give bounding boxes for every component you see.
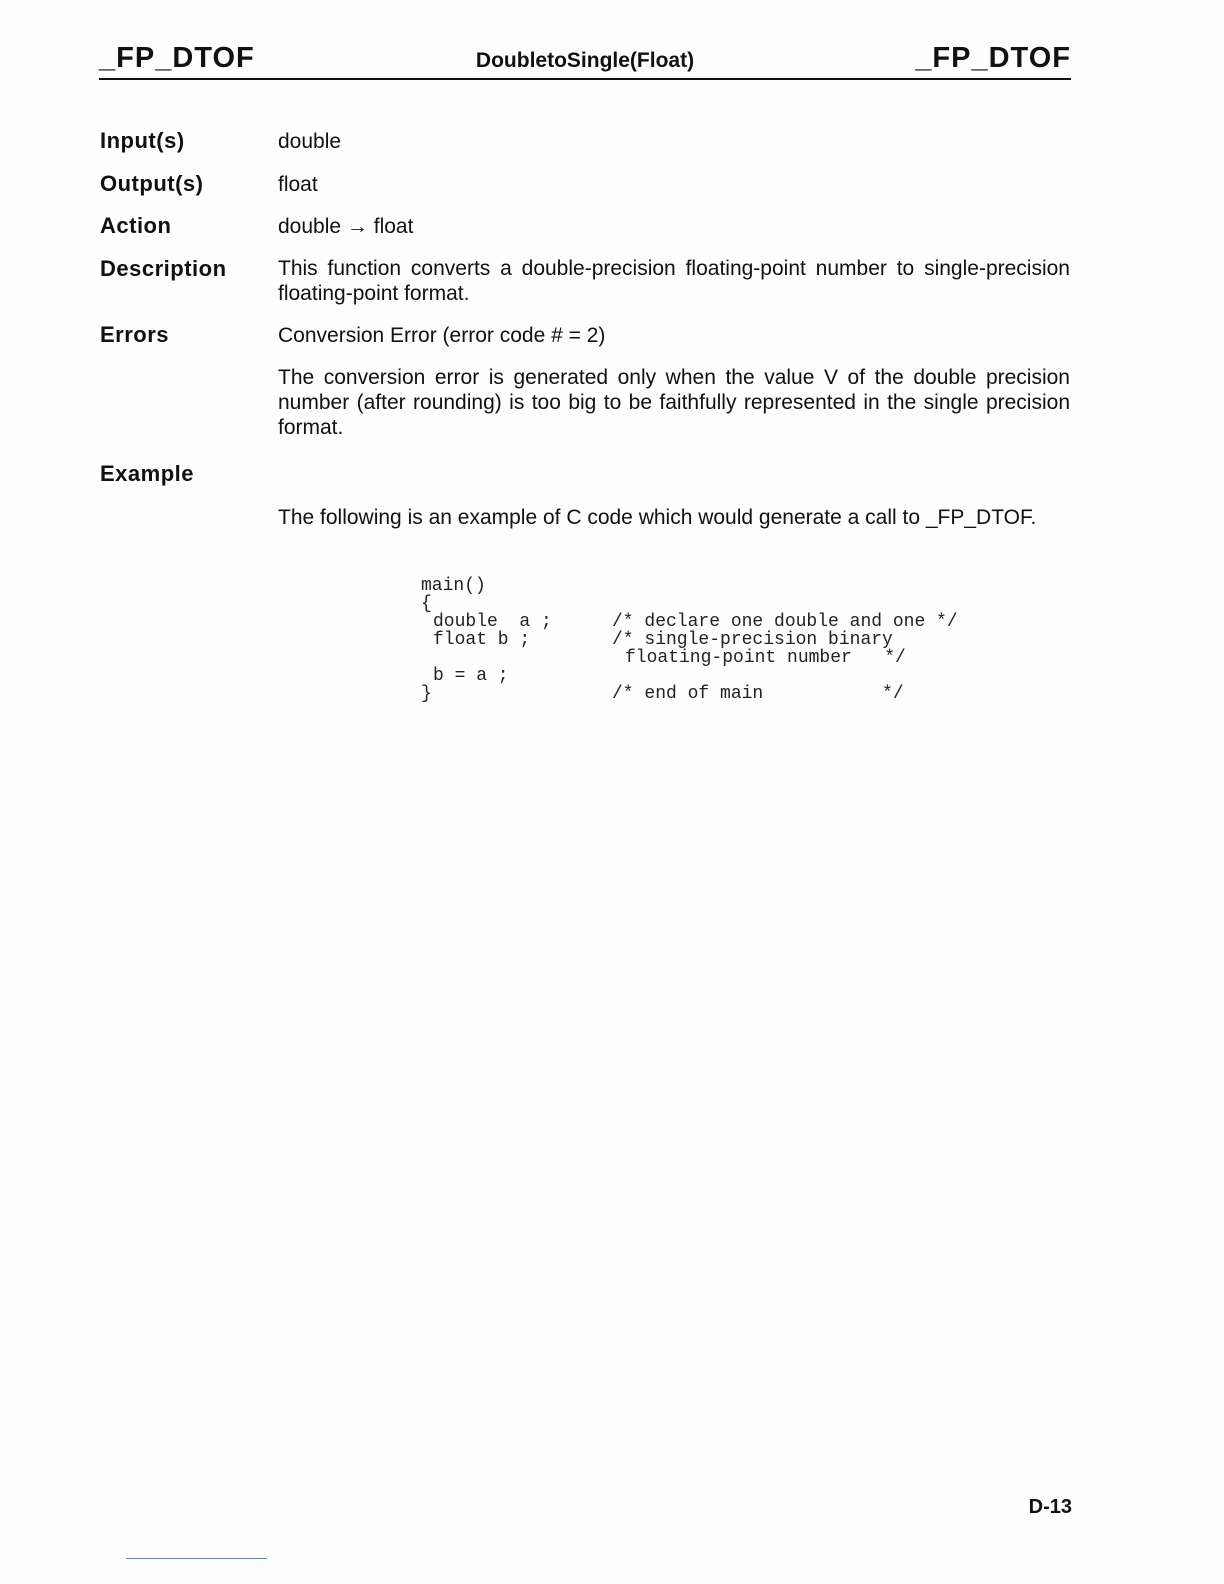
action-value: double → float [278,215,414,238]
action-label: Action [100,213,172,238]
scan-artifact-line [126,1558,267,1559]
description-text: This function converts a double-precision floating-point number to single-precision floating-point format. [278,257,1070,305]
page-header [99,42,1071,80]
inputs-value: double [278,130,342,153]
outputs-label: Output(s) [100,171,204,196]
code-close-brace: } [421,684,432,704]
code-comment-4: /* end of main */ [612,684,904,704]
code-comment-3: floating-point number */ [625,648,906,668]
header-function-name-left: _FP_DTOF [99,42,255,74]
errors-detail: The conversion error is generated only when the value V of the double precision number (after rounding) is too big to be faithfully represented in the single precision format. [278,366,1070,439]
code-comment-1: /* declare one double and one */ [612,612,958,632]
page-number: D-13 [1028,1496,1072,1518]
code-decl-b: float b ; [433,630,531,650]
code-assign: b = a ; [433,666,509,686]
code-line-main: main() [421,576,486,596]
outputs-value: float [278,173,318,196]
inputs-label: Input(s) [100,128,185,153]
example-intro: The following is an example of C code which would generate a call to _FP_DTOF. [278,506,1037,529]
errors-value: Conversion Error (error code # = 2) [278,324,606,347]
code-comment-2: /* single-precision binary [612,630,893,650]
errors-label: Errors [100,322,170,347]
example-label: Example [100,461,194,486]
code-open-brace: { [421,594,432,614]
header-title: DoubletoSingle(Float) [475,49,695,72]
description-label: Description [100,256,227,281]
code-decl-a: double a ; [433,612,552,632]
header-function-name-right: _FP_DTOF [915,42,1071,74]
